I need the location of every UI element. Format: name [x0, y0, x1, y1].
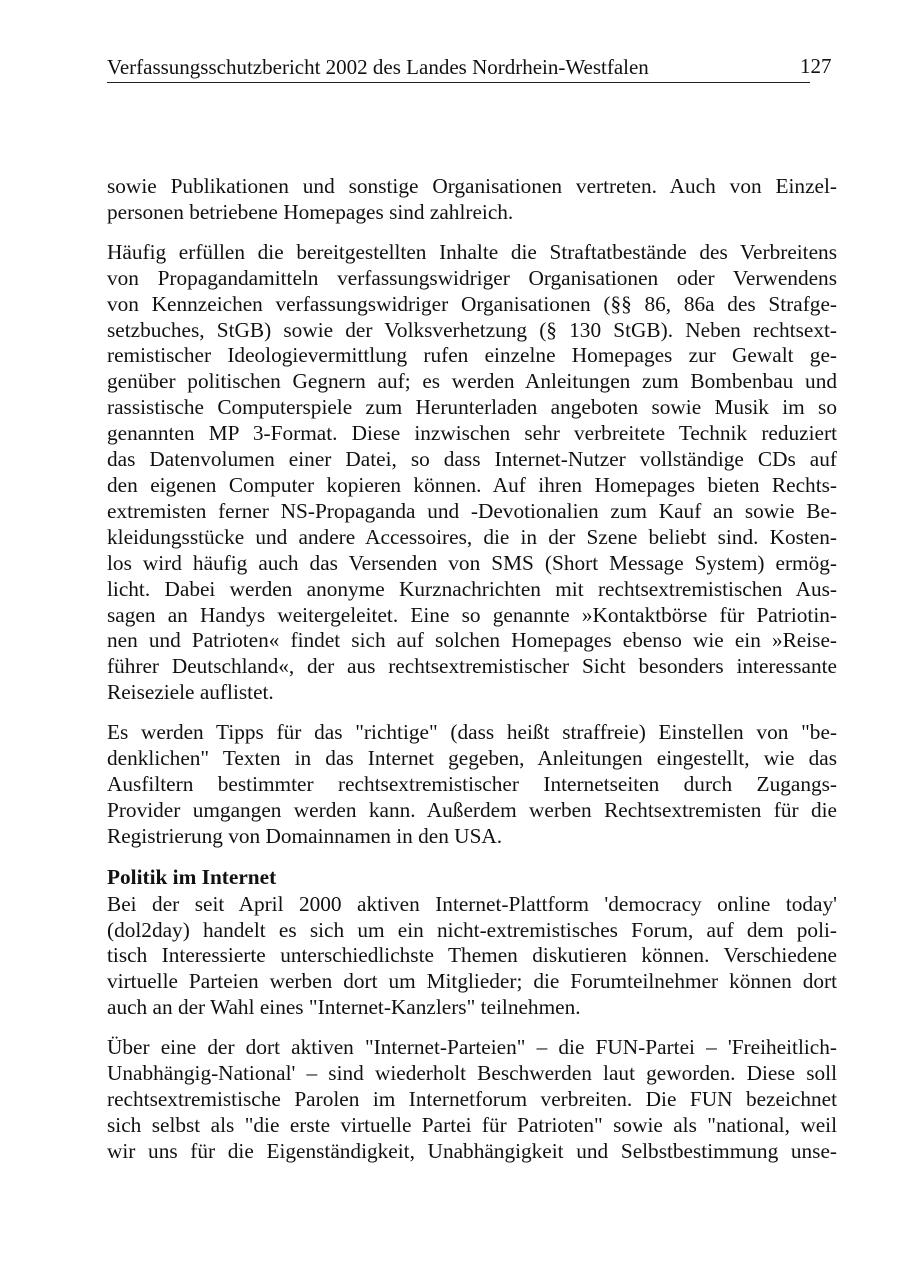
text-line: wir uns für die Eigenständigkeit, Unabhängigkeit und Selbstbestimmung unse-	[107, 1138, 837, 1163]
text-line: den eigenen Computer kopieren können. Auf ihren Homepages bieten Rechts-	[107, 472, 837, 497]
text-line: sowie Publikationen und sonstige Organisationen vertreten. Auch von Einzel-	[107, 174, 837, 198]
text-line: (dol2day) handelt es sich um ein nicht-extremistisches Forum, auf dem poli-	[107, 917, 837, 942]
text-line: extremisten ferner NS-Propaganda und -Devotionalien zum Kauf an sowie Be-	[107, 498, 837, 523]
text-line: Registrierung von Domainnamen in den USA.	[107, 823, 503, 848]
document-body	[107, 174, 837, 1179]
section-heading: Politik im Internet	[107, 864, 277, 889]
text-line: personen betriebene Homepages sind zahlreich.	[107, 199, 514, 224]
page-number: 127	[800, 54, 832, 78]
paragraph-2	[107, 240, 837, 706]
text-line: Es werden Tipps für das "richtige" (dass heißt straffreie) Einstellen von "be-	[107, 720, 837, 745]
text-line: Häufig erfüllen die bereitgestellten Inhalte die Straftatbestände des Verbreitens	[107, 239, 837, 264]
text-line: kleidungsstücke und andere Accessoires, die in der Szene beliebt sind. Kosten-	[107, 524, 837, 549]
text-line: rechtsextremistische Parolen im Internetforum verbreiten. Die FUN bezeichnet	[107, 1087, 837, 1111]
text-line: licht. Dabei werden anonyme Kurznachrichten mit rechtsextremistischen Aus-	[107, 576, 837, 601]
text-line: von Kennzeichen verfassungswidriger Organisationen (§§ 86, 86a des Strafge-	[107, 291, 837, 316]
text-line: remistischer Ideologievermittlung rufen einzelne Homepages zur Gewalt ge-	[107, 343, 837, 368]
text-line: denklichen" Texten in das Internet gegeben, Anleitungen eingestellt, wie das	[107, 746, 837, 771]
text-line: los wird häufig auch das Versenden von SMS (Short Message System) ermög-	[107, 550, 837, 575]
text-line: genüber politischen Gegnern auf; es werden Anleitungen zum Bombenbau und	[107, 369, 837, 394]
text-line: Reiseziele auflistet.	[107, 680, 274, 705]
text-line: auch an der Wahl eines "Internet-Kanzlers" teilnehmen.	[107, 995, 581, 1020]
paragraph-3	[107, 720, 837, 850]
paragraph-4	[107, 892, 837, 1022]
text-line: Bei der seit April 2000 aktiven Internet-Plattform 'democracy online today'	[107, 891, 837, 916]
paragraph-5	[107, 1035, 837, 1165]
text-line: sich selbst als "die erste virtuelle Partei für Patrioten" sowie als "national, weil	[107, 1112, 837, 1137]
text-line: führer Deutschland«, der aus rechtsextremistischer Sicht besonders interessante	[107, 654, 837, 679]
running-header-title: Verfassungsschutzbericht 2002 des Landes Nordrhein-Westfalen	[107, 55, 649, 79]
text-line: sagen an Handys weitergeleitet. Eine so genannte »Kontaktbörse für Patriotin-	[107, 602, 837, 627]
text-line: virtuelle Parteien werben dort um Mitglieder; die Forumteilnehmer können dort	[107, 969, 837, 994]
text-line: Ausfiltern bestimmter rechtsextremistischer Internetseiten durch Zugangs-	[107, 771, 837, 796]
text-line: setzbuches, StGB) sowie der Volksverhetzung (§ 130 StGB). Neben rechtsext-	[107, 317, 837, 342]
text-line: von Propagandamitteln verfassungswidriger Organisationen oder Verwendens	[107, 265, 837, 290]
text-line: nen und Patrioten« findet sich auf solchen Homepages ebenso wie ein »Reise-	[107, 628, 837, 653]
text-line: das Datenvolumen einer Datei, so dass Internet-Nutzer vollständige CDs auf	[107, 447, 837, 472]
paragraph-1	[107, 174, 837, 226]
text-line: genannten MP 3-Format. Diese inzwischen sehr verbreitete Technik reduziert	[107, 421, 837, 446]
page-header	[107, 52, 810, 83]
text-line: tisch Interessierte unterschiedlichste Themen diskutieren können. Verschiedene	[107, 943, 837, 968]
text-line: Provider umgangen werden kann. Außerdem werben Rechtsextremisten für die	[107, 797, 837, 822]
text-line: Unabhängig-National' – sind wiederholt Beschwerden laut geworden. Diese soll	[107, 1061, 837, 1086]
text-line: rassistische Computerspiele zum Herunterladen angeboten sowie Musik im so	[107, 395, 837, 420]
text-line: Über eine der dort aktiven "Internet-Parteien" – die FUN-Partei – 'Freiheitlich-	[107, 1035, 837, 1060]
